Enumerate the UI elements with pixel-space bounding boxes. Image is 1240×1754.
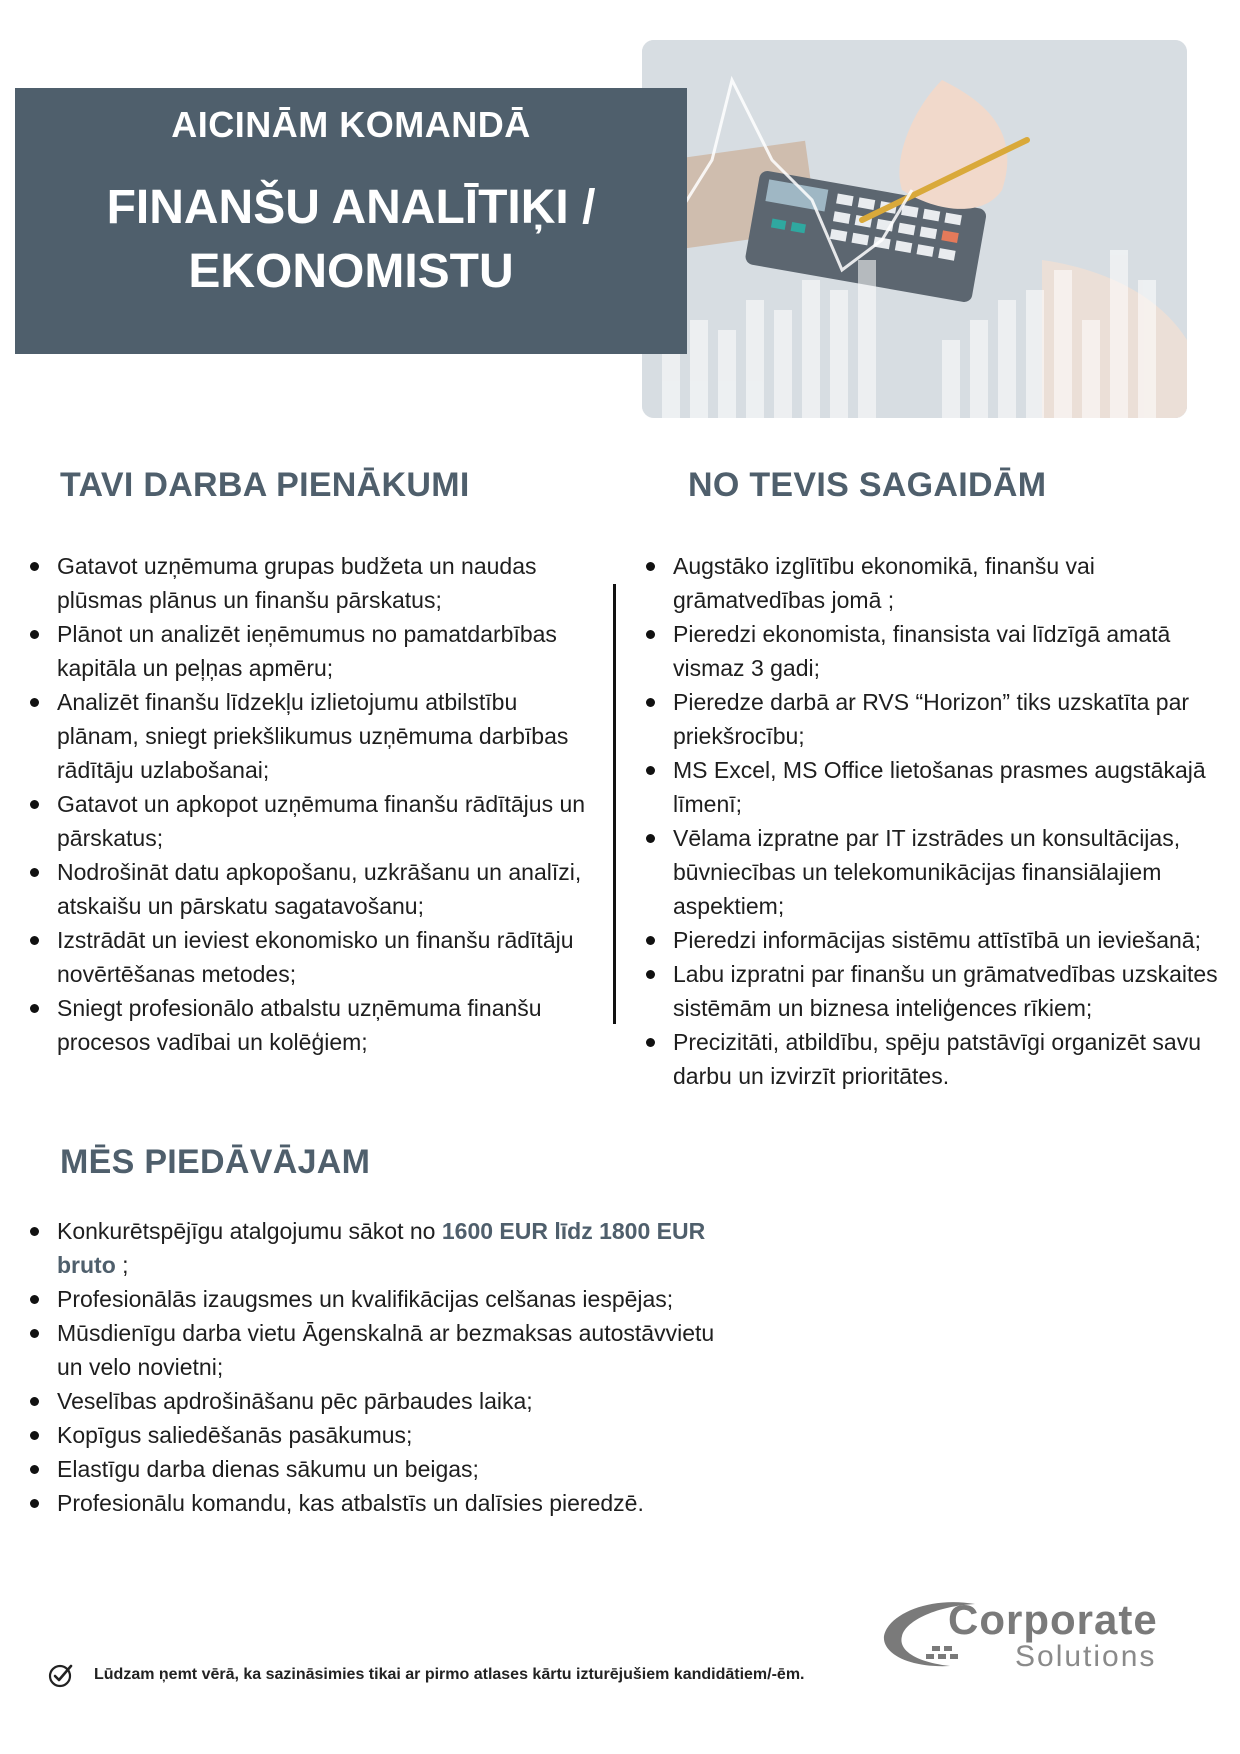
list-item-salary (27, 1214, 717, 1282)
offer-list (27, 1214, 717, 1520)
list-item-offer: Elastīgu darba dienas sākumu un beigas; (27, 1452, 717, 1486)
check-circle-icon (48, 1662, 74, 1688)
banner-kicker: AICINĀM KOMANDĀ (171, 104, 531, 145)
offer-heading: MĒS PIEDĀVĀJAM (60, 1143, 371, 1181)
list-item-offer: Profesionālās izaugsmes un kvalifikācijas celšanas iespējas; (27, 1282, 717, 1316)
list-item-offer: Profesionālu komandu, kas atbalstīs un dalīsies pieredzē. (27, 1486, 717, 1520)
list-item-requirement: Vēlama izpratne par IT izstrādes un konsultācijas, būvniecības un telekomunikācijas finansiālajiem aspektiem; (643, 821, 1233, 923)
list-item-offer: Kopīgus saliedēšanās pasākumus; (27, 1418, 717, 1452)
corporate-solutions-logo (880, 1596, 1180, 1676)
duties-list (27, 549, 605, 1059)
logo-word: Corporate (948, 1596, 1158, 1643)
list-item-requirement: Precizitāti, atbildību, spēju patstāvīgi organizēt savu darbu un izvirzīt prioritātes. (643, 1025, 1233, 1093)
footnote-text: Lūdzam ņemt vērā, ka sazināsimies tikai ar pirmo atlases kārtu izturējušiem kandidātiem/-ēm. (94, 1666, 805, 1683)
list-item-duty: Nodrošināt datu apkopošanu, uzkrāšanu un analīzi, atskaišu un pārskatu sagatavošanu; (27, 855, 605, 923)
list-item-offer: Veselības apdrošināšanu pēc pārbaudes laika; (27, 1384, 717, 1418)
list-item-offer: Mūsdienīgu darba vietu Āgenskalnā ar bezmaksas autostāvvietu un velo novietni; (27, 1316, 717, 1384)
footnote (48, 1662, 805, 1688)
duties-heading: TAVI DARBA PIENĀKUMI (60, 466, 470, 504)
list-item-requirement: Augstāko izglītību ekonomikā, finanšu vai grāmatvedības jomā ; (643, 549, 1233, 617)
list-item-requirement: Labu izpratni par finanšu un grāmatvedības uzskaites sistēmām un biznesa inteliģences rīkiem; (643, 957, 1233, 1025)
list-item-requirement: Pieredze darbā ar RVS “Horizon” tiks uzskatīta par priekšrocību; (643, 685, 1233, 753)
banner-title-line2: EKONOMISTU (188, 245, 514, 298)
requirements-list (643, 549, 1233, 1093)
salary-prefix: Konkurētspējīgu atalgojumu sākot no (57, 1218, 442, 1244)
list-item-requirement: Pieredzi informācijas sistēmu attīstībā un ieviešanā; (643, 923, 1233, 957)
title-banner (15, 88, 687, 354)
list-item-duty: Analizēt finanšu līdzekļu izlietojumu atbilstību plānam, sniegt priekšlikumus uzņēmuma darbības rādītāju uzlabošanai; (27, 685, 605, 787)
banner-title-line1: FINANŠU ANALĪTIĶI / (106, 181, 596, 234)
list-item-duty: Sniegt profesionālo atbalstu uzņēmuma finanšu procesos vadībai un kolēģiem; (27, 991, 605, 1059)
salary-range: 1600 EUR līdz 1800 EUR bruto (57, 1218, 706, 1278)
logo-sub: Solutions (1015, 1640, 1157, 1673)
requirements-heading: NO TEVIS SAGAIDĀM (688, 466, 1047, 504)
list-item-requirement: Pieredzi ekonomista, finansista vai līdzīgā amatā vismaz 3 gadi; (643, 617, 1233, 685)
banner-title (15, 176, 687, 304)
list-item-duty: Gatavot un apkopot uzņēmuma finanšu rādītājus un pārskatus; (27, 787, 605, 855)
list-item-requirement: MS Excel, MS Office lietošanas prasmes augstākajā līmenī; (643, 753, 1233, 821)
salary-suffix: ; (115, 1252, 129, 1278)
calculator-finance-photo (642, 40, 1187, 418)
hero-photo (642, 40, 1187, 418)
list-item-duty: Plānot un analizēt ieņēmumus no pamatdarbības kapitāla un peļņas apmēru; (27, 617, 605, 685)
column-divider (613, 584, 616, 1024)
list-item-duty: Izstrādāt un ieviest ekonomisko un finanšu rādītāju novērtēšanas metodes; (27, 923, 605, 991)
list-item-duty: Gatavot uzņēmuma grupas budžeta un naudas plūsmas plānus un finanšu pārskatus; (27, 549, 605, 617)
